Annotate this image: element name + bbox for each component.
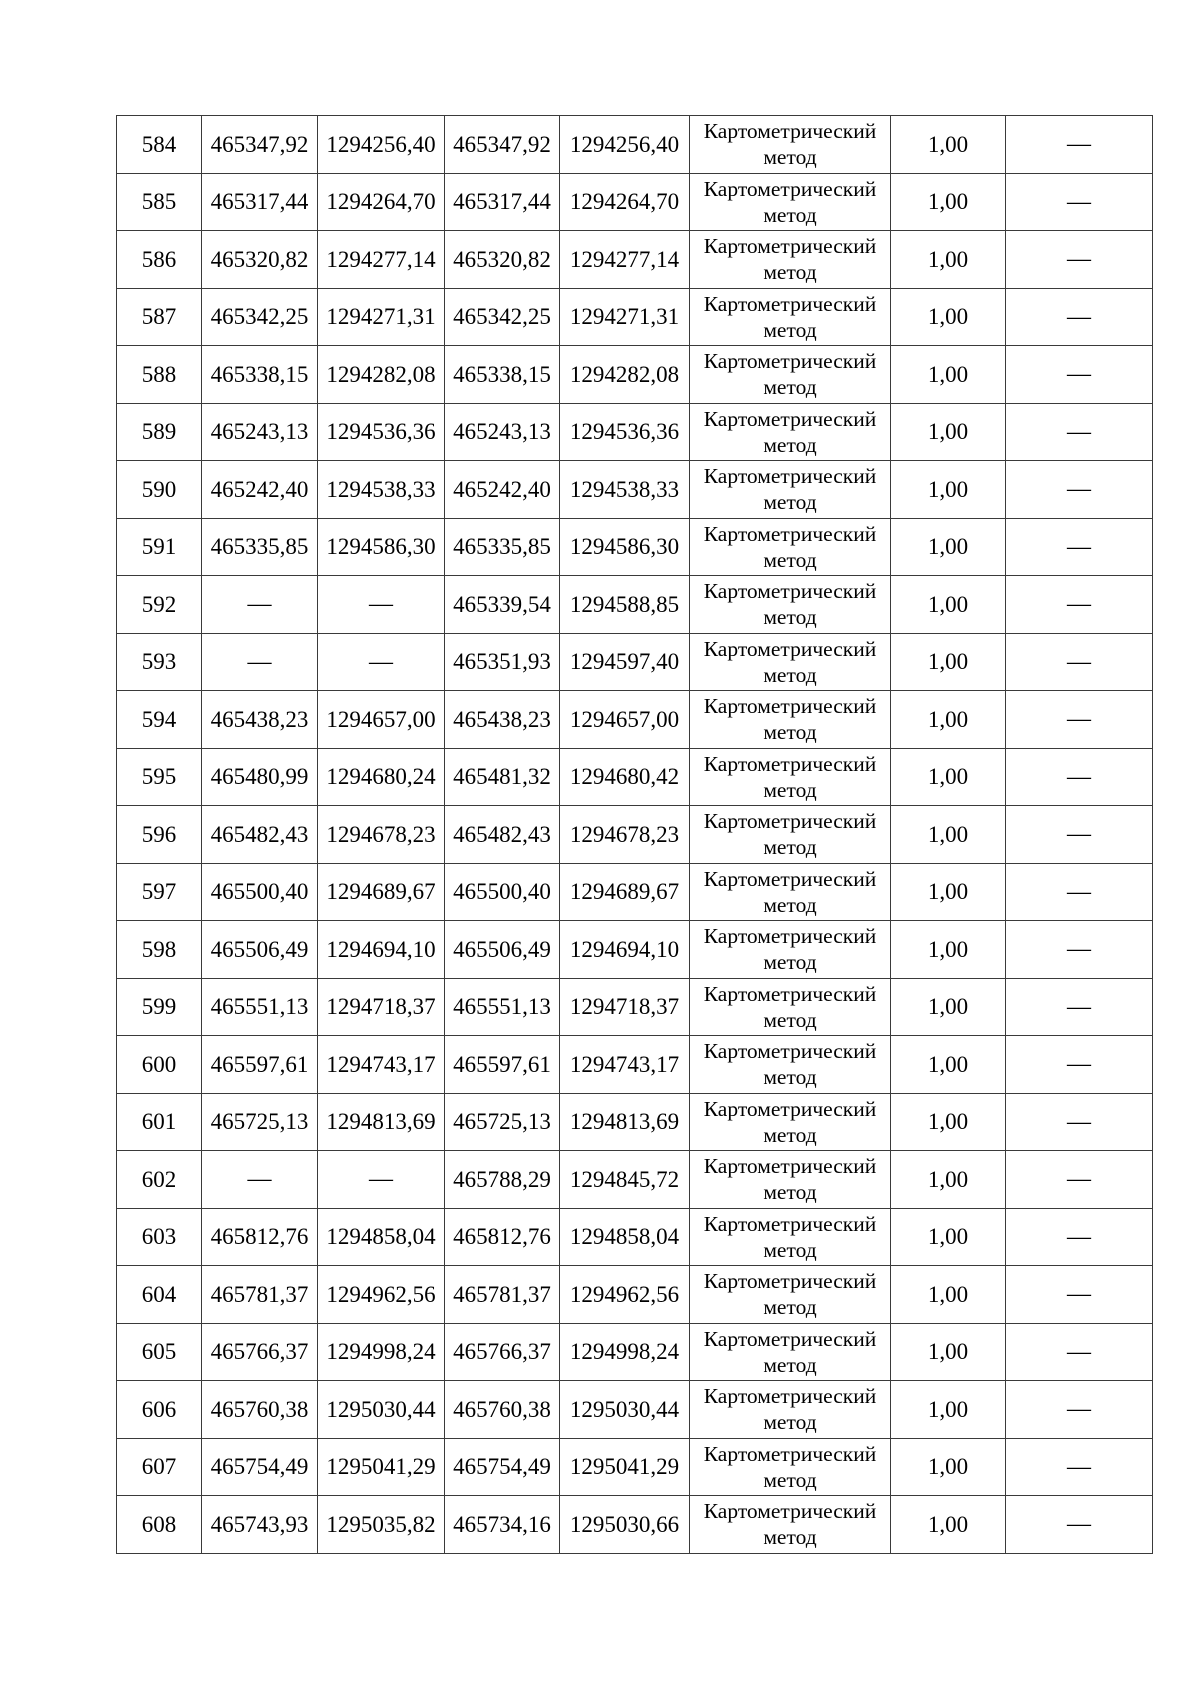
method-text-line: Картометрический <box>703 924 877 949</box>
refined-x-cell: 465754,49 <box>445 1438 560 1496</box>
refined-y-cell: 1294858,04 <box>560 1208 690 1266</box>
method-cell <box>690 576 891 634</box>
refined-y-cell: 1294657,00 <box>560 691 690 749</box>
method-cell <box>690 288 891 346</box>
refined-x-cell: 465597,61 <box>445 1036 560 1094</box>
method-text-line: метод <box>763 892 817 917</box>
point-number-cell: 600 <box>117 1036 202 1094</box>
method-cell <box>690 691 891 749</box>
table-body <box>117 116 1153 1554</box>
accuracy-cell: 1,00 <box>891 806 1006 864</box>
method-cell <box>690 1036 891 1094</box>
method-cell <box>690 1266 891 1324</box>
method-text-line: Картометрический <box>703 1384 877 1409</box>
method-text-line: метод <box>763 202 817 227</box>
table-row <box>117 1266 1153 1324</box>
accuracy-cell: 1,00 <box>891 1093 1006 1151</box>
existing-y-cell: 1294586,30 <box>318 518 445 576</box>
method-text-line: метод <box>763 375 817 400</box>
table-row <box>117 691 1153 749</box>
method-text-line: метод <box>763 145 817 170</box>
method-text-line: Картометрический <box>703 406 877 431</box>
accuracy-cell: 1,00 <box>891 403 1006 461</box>
existing-x-cell: 465766,37 <box>202 1323 318 1381</box>
existing-y-cell: 1294998,24 <box>318 1323 445 1381</box>
table-row <box>117 1093 1153 1151</box>
method-text-line: Картометрический <box>703 1326 877 1351</box>
method-text-line: Картометрический <box>703 349 877 374</box>
description-cell: — <box>1006 116 1153 174</box>
refined-x-cell: 465481,32 <box>445 748 560 806</box>
refined-y-cell: 1294845,72 <box>560 1151 690 1209</box>
existing-y-cell: 1294657,00 <box>318 691 445 749</box>
point-number-cell: 607 <box>117 1438 202 1496</box>
method-text-line: метод <box>763 1525 817 1550</box>
method-text-line: Картометрический <box>703 234 877 259</box>
method-text-line: метод <box>763 720 817 745</box>
point-number-cell: 599 <box>117 978 202 1036</box>
accuracy-cell: 1,00 <box>891 1266 1006 1324</box>
point-number-cell: 608 <box>117 1496 202 1554</box>
description-cell: — <box>1006 748 1153 806</box>
description-cell: — <box>1006 1266 1153 1324</box>
method-text-line: метод <box>763 1352 817 1377</box>
existing-x-cell: 465754,49 <box>202 1438 318 1496</box>
existing-y-cell: 1294264,70 <box>318 173 445 231</box>
refined-x-cell: 465317,44 <box>445 173 560 231</box>
point-number-cell: 597 <box>117 863 202 921</box>
accuracy-cell: 1,00 <box>891 921 1006 979</box>
method-text-line: Картометрический <box>703 1211 877 1236</box>
method-text-line: метод <box>763 777 817 802</box>
existing-y-cell: 1294694,10 <box>318 921 445 979</box>
accuracy-cell: 1,00 <box>891 863 1006 921</box>
refined-y-cell: 1294962,56 <box>560 1266 690 1324</box>
description-cell: — <box>1006 806 1153 864</box>
method-text-line: метод <box>763 1467 817 1492</box>
method-cell <box>690 346 891 404</box>
existing-x-cell: 465480,99 <box>202 748 318 806</box>
existing-y-cell: 1294813,69 <box>318 1093 445 1151</box>
method-text-line: Картометрический <box>703 1441 877 1466</box>
point-number-cell: 601 <box>117 1093 202 1151</box>
method-text-line: Картометрический <box>703 176 877 201</box>
description-cell: — <box>1006 1381 1153 1439</box>
point-number-cell: 595 <box>117 748 202 806</box>
existing-y-cell: 1294743,17 <box>318 1036 445 1094</box>
method-cell <box>690 1208 891 1266</box>
description-cell: — <box>1006 1208 1153 1266</box>
table-row <box>117 1036 1153 1094</box>
existing-x-cell: 465317,44 <box>202 173 318 231</box>
existing-x-cell: 465338,15 <box>202 346 318 404</box>
method-text-line: метод <box>763 835 817 860</box>
existing-y-cell: 1294680,24 <box>318 748 445 806</box>
table-row <box>117 288 1153 346</box>
accuracy-cell: 1,00 <box>891 231 1006 289</box>
point-number-cell: 604 <box>117 1266 202 1324</box>
method-text-line: метод <box>763 1007 817 1032</box>
refined-x-cell: 465551,13 <box>445 978 560 1036</box>
description-cell: — <box>1006 863 1153 921</box>
existing-y-cell: 1295035,82 <box>318 1496 445 1554</box>
point-number-cell: 588 <box>117 346 202 404</box>
refined-x-cell: 465734,16 <box>445 1496 560 1554</box>
existing-x-cell: 465500,40 <box>202 863 318 921</box>
method-cell <box>690 633 891 691</box>
existing-y-cell: 1294538,33 <box>318 461 445 519</box>
method-text-line: метод <box>763 317 817 342</box>
method-text-line: метод <box>763 605 817 630</box>
description-cell: — <box>1006 461 1153 519</box>
refined-y-cell: 1294680,42 <box>560 748 690 806</box>
table-row <box>117 461 1153 519</box>
accuracy-cell: 1,00 <box>891 1496 1006 1554</box>
refined-y-cell: 1294813,69 <box>560 1093 690 1151</box>
point-number-cell: 589 <box>117 403 202 461</box>
description-cell: — <box>1006 1438 1153 1496</box>
existing-y-cell: 1294858,04 <box>318 1208 445 1266</box>
method-text-line: Картометрический <box>703 1499 877 1524</box>
existing-x-cell: 465725,13 <box>202 1093 318 1151</box>
method-text-line: метод <box>763 1122 817 1147</box>
existing-y-cell: 1294271,31 <box>318 288 445 346</box>
refined-x-cell: 465725,13 <box>445 1093 560 1151</box>
existing-x-cell: 465482,43 <box>202 806 318 864</box>
table-row <box>117 173 1153 231</box>
existing-x-cell: 465781,37 <box>202 1266 318 1324</box>
method-cell <box>690 1438 891 1496</box>
description-cell: — <box>1006 173 1153 231</box>
method-cell <box>690 1496 891 1554</box>
table-row <box>117 576 1153 634</box>
existing-y-cell: 1294256,40 <box>318 116 445 174</box>
table-row <box>117 978 1153 1036</box>
existing-y-cell: 1294718,37 <box>318 978 445 1036</box>
description-cell: — <box>1006 576 1153 634</box>
existing-y-cell: — <box>318 576 445 634</box>
refined-x-cell: 465766,37 <box>445 1323 560 1381</box>
refined-y-cell: 1294271,31 <box>560 288 690 346</box>
refined-y-cell: 1294588,85 <box>560 576 690 634</box>
description-cell: — <box>1006 518 1153 576</box>
method-cell <box>690 1093 891 1151</box>
point-number-cell: 584 <box>117 116 202 174</box>
existing-x-cell: 465812,76 <box>202 1208 318 1266</box>
method-text-line: Картометрический <box>703 1096 877 1121</box>
method-text-line: Картометрический <box>703 751 877 776</box>
refined-x-cell: 465320,82 <box>445 231 560 289</box>
coordinates-table <box>116 115 1153 1554</box>
existing-y-cell: — <box>318 1151 445 1209</box>
accuracy-cell: 1,00 <box>891 1036 1006 1094</box>
accuracy-cell: 1,00 <box>891 1381 1006 1439</box>
method-text-line: метод <box>763 547 817 572</box>
method-text-line: метод <box>763 260 817 285</box>
table-row <box>117 748 1153 806</box>
refined-x-cell: 465342,25 <box>445 288 560 346</box>
method-text-line: Картометрический <box>703 579 877 604</box>
accuracy-cell: 1,00 <box>891 461 1006 519</box>
method-text-line: Картометрический <box>703 1154 877 1179</box>
existing-y-cell: 1294282,08 <box>318 346 445 404</box>
accuracy-cell: 1,00 <box>891 288 1006 346</box>
description-cell: — <box>1006 231 1153 289</box>
table-row <box>117 921 1153 979</box>
refined-x-cell: 465781,37 <box>445 1266 560 1324</box>
point-number-cell: 585 <box>117 173 202 231</box>
description-cell: — <box>1006 1093 1153 1151</box>
existing-x-cell: 465506,49 <box>202 921 318 979</box>
accuracy-cell: 1,00 <box>891 978 1006 1036</box>
description-cell: — <box>1006 288 1153 346</box>
existing-y-cell: 1294277,14 <box>318 231 445 289</box>
refined-y-cell: 1294694,10 <box>560 921 690 979</box>
description-cell: — <box>1006 633 1153 691</box>
description-cell: — <box>1006 1036 1153 1094</box>
existing-y-cell: 1295030,44 <box>318 1381 445 1439</box>
method-text-line: метод <box>763 1410 817 1435</box>
table-row <box>117 1151 1153 1209</box>
refined-x-cell: 465335,85 <box>445 518 560 576</box>
existing-y-cell: — <box>318 633 445 691</box>
table-row <box>117 231 1153 289</box>
refined-y-cell: 1294264,70 <box>560 173 690 231</box>
method-text-line: метод <box>763 662 817 687</box>
point-number-cell: 592 <box>117 576 202 634</box>
accuracy-cell: 1,00 <box>891 633 1006 691</box>
point-number-cell: 602 <box>117 1151 202 1209</box>
method-cell <box>690 173 891 231</box>
refined-y-cell: 1294998,24 <box>560 1323 690 1381</box>
accuracy-cell: 1,00 <box>891 1151 1006 1209</box>
table-row <box>117 1438 1153 1496</box>
method-cell <box>690 518 891 576</box>
point-number-cell: 603 <box>117 1208 202 1266</box>
point-number-cell: 606 <box>117 1381 202 1439</box>
refined-x-cell: 465506,49 <box>445 921 560 979</box>
point-number-cell: 590 <box>117 461 202 519</box>
accuracy-cell: 1,00 <box>891 748 1006 806</box>
existing-x-cell: 465438,23 <box>202 691 318 749</box>
refined-y-cell: 1294256,40 <box>560 116 690 174</box>
method-text-line: Картометрический <box>703 1039 877 1064</box>
refined-x-cell: 465788,29 <box>445 1151 560 1209</box>
method-text-line: Картометрический <box>703 464 877 489</box>
point-number-cell: 598 <box>117 921 202 979</box>
refined-y-cell: 1294586,30 <box>560 518 690 576</box>
refined-y-cell: 1294277,14 <box>560 231 690 289</box>
refined-y-cell: 1294536,36 <box>560 403 690 461</box>
method-text-line: метод <box>763 1180 817 1205</box>
table-row <box>117 403 1153 461</box>
description-cell: — <box>1006 403 1153 461</box>
refined-y-cell: 1295030,66 <box>560 1496 690 1554</box>
table-row <box>117 806 1153 864</box>
refined-y-cell: 1295041,29 <box>560 1438 690 1496</box>
refined-x-cell: 465500,40 <box>445 863 560 921</box>
refined-y-cell: 1294743,17 <box>560 1036 690 1094</box>
description-cell: — <box>1006 1323 1153 1381</box>
existing-y-cell: 1295041,29 <box>318 1438 445 1496</box>
refined-y-cell: 1294678,23 <box>560 806 690 864</box>
accuracy-cell: 1,00 <box>891 1438 1006 1496</box>
method-text-line: метод <box>763 1237 817 1262</box>
refined-x-cell: 465347,92 <box>445 116 560 174</box>
existing-x-cell: 465760,38 <box>202 1381 318 1439</box>
method-text-line: Картометрический <box>703 809 877 834</box>
refined-y-cell: 1294538,33 <box>560 461 690 519</box>
description-cell: — <box>1006 921 1153 979</box>
method-text-line: Картометрический <box>703 521 877 546</box>
refined-x-cell: 465242,40 <box>445 461 560 519</box>
method-text-line: метод <box>763 490 817 515</box>
existing-x-cell: — <box>202 576 318 634</box>
method-text-line: Картометрический <box>703 119 877 144</box>
existing-x-cell: 465597,61 <box>202 1036 318 1094</box>
method-text-line: Картометрический <box>703 636 877 661</box>
method-cell <box>690 403 891 461</box>
description-cell: — <box>1006 1496 1153 1554</box>
method-cell <box>690 978 891 1036</box>
refined-y-cell: 1294597,40 <box>560 633 690 691</box>
method-cell <box>690 231 891 289</box>
refined-x-cell: 465243,13 <box>445 403 560 461</box>
point-number-cell: 594 <box>117 691 202 749</box>
refined-x-cell: 465760,38 <box>445 1381 560 1439</box>
method-cell <box>690 748 891 806</box>
accuracy-cell: 1,00 <box>891 1208 1006 1266</box>
method-text-line: Картометрический <box>703 1269 877 1294</box>
table-row <box>117 1496 1153 1554</box>
method-cell <box>690 921 891 979</box>
method-text-line: метод <box>763 950 817 975</box>
refined-x-cell: 465351,93 <box>445 633 560 691</box>
existing-x-cell: 465342,25 <box>202 288 318 346</box>
refined-x-cell: 465338,15 <box>445 346 560 404</box>
method-text-line: метод <box>763 1295 817 1320</box>
description-cell: — <box>1006 691 1153 749</box>
accuracy-cell: 1,00 <box>891 173 1006 231</box>
refined-x-cell: 465812,76 <box>445 1208 560 1266</box>
method-text-line: Картометрический <box>703 866 877 891</box>
method-text-line: метод <box>763 1065 817 1090</box>
existing-x-cell: — <box>202 633 318 691</box>
description-cell: — <box>1006 346 1153 404</box>
point-number-cell: 605 <box>117 1323 202 1381</box>
accuracy-cell: 1,00 <box>891 518 1006 576</box>
table-row <box>117 1323 1153 1381</box>
table-row <box>117 346 1153 404</box>
existing-x-cell: 465320,82 <box>202 231 318 289</box>
method-cell <box>690 1151 891 1209</box>
method-cell <box>690 1381 891 1439</box>
table-row <box>117 633 1153 691</box>
existing-x-cell: 465551,13 <box>202 978 318 1036</box>
description-cell: — <box>1006 978 1153 1036</box>
method-text-line: Картометрический <box>703 981 877 1006</box>
existing-y-cell: 1294678,23 <box>318 806 445 864</box>
accuracy-cell: 1,00 <box>891 1323 1006 1381</box>
point-number-cell: 596 <box>117 806 202 864</box>
refined-y-cell: 1295030,44 <box>560 1381 690 1439</box>
refined-y-cell: 1294718,37 <box>560 978 690 1036</box>
table-row <box>117 518 1153 576</box>
refined-y-cell: 1294689,67 <box>560 863 690 921</box>
method-cell <box>690 863 891 921</box>
description-cell: — <box>1006 1151 1153 1209</box>
table-row <box>117 1381 1153 1439</box>
accuracy-cell: 1,00 <box>891 576 1006 634</box>
method-cell <box>690 1323 891 1381</box>
existing-x-cell: 465335,85 <box>202 518 318 576</box>
method-text-line: Картометрический <box>703 694 877 719</box>
existing-x-cell: 465347,92 <box>202 116 318 174</box>
point-number-cell: 593 <box>117 633 202 691</box>
table-row <box>117 116 1153 174</box>
existing-x-cell: — <box>202 1151 318 1209</box>
method-cell <box>690 461 891 519</box>
refined-x-cell: 465339,54 <box>445 576 560 634</box>
existing-y-cell: 1294689,67 <box>318 863 445 921</box>
point-number-cell: 586 <box>117 231 202 289</box>
existing-x-cell: 465743,93 <box>202 1496 318 1554</box>
existing-y-cell: 1294536,36 <box>318 403 445 461</box>
point-number-cell: 587 <box>117 288 202 346</box>
refined-x-cell: 465482,43 <box>445 806 560 864</box>
accuracy-cell: 1,00 <box>891 346 1006 404</box>
method-cell <box>690 116 891 174</box>
method-text-line: Картометрический <box>703 291 877 316</box>
accuracy-cell: 1,00 <box>891 116 1006 174</box>
table-row <box>117 863 1153 921</box>
table-row <box>117 1208 1153 1266</box>
method-cell <box>690 806 891 864</box>
existing-y-cell: 1294962,56 <box>318 1266 445 1324</box>
method-text-line: метод <box>763 432 817 457</box>
refined-x-cell: 465438,23 <box>445 691 560 749</box>
point-number-cell: 591 <box>117 518 202 576</box>
existing-x-cell: 465243,13 <box>202 403 318 461</box>
accuracy-cell: 1,00 <box>891 691 1006 749</box>
existing-x-cell: 465242,40 <box>202 461 318 519</box>
refined-y-cell: 1294282,08 <box>560 346 690 404</box>
